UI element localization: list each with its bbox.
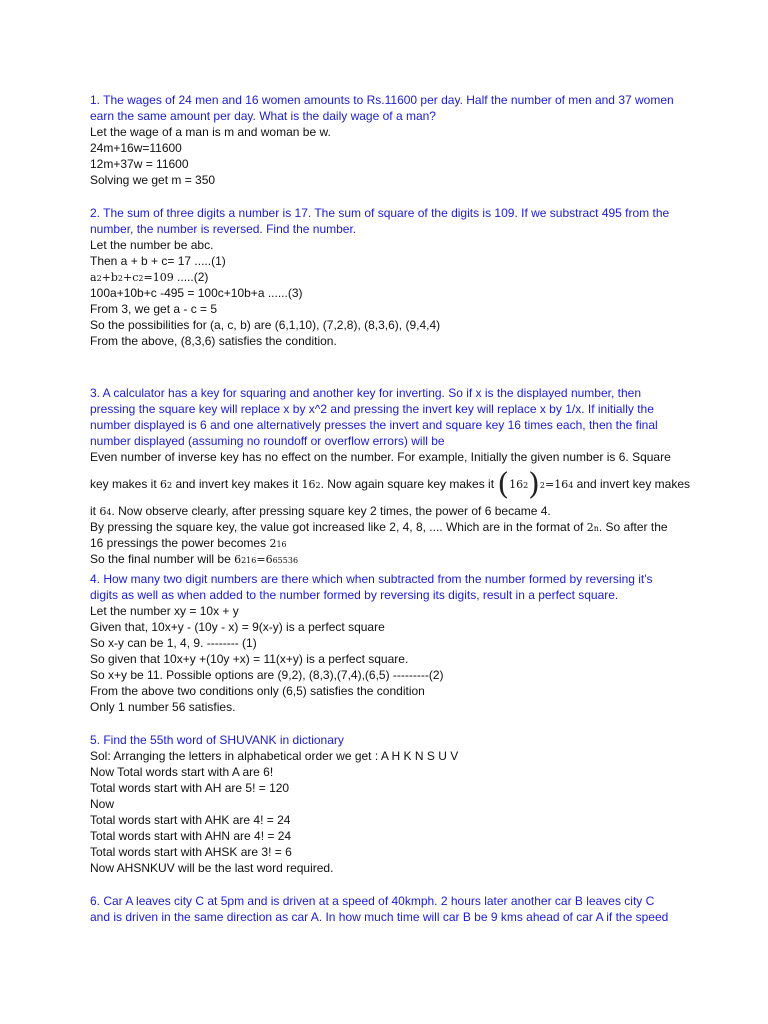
- answer-text: key makes it: [90, 477, 161, 491]
- answer-line: 100a+10b+c -495 = 100c+10b+a ......(3): [90, 286, 303, 300]
- answer-line: Now: [90, 797, 115, 811]
- equation-line: [90, 503, 680, 519]
- question-4: [90, 571, 680, 715]
- math-term: =16: [544, 478, 569, 491]
- answer-line: Total words start with AH are 5! = 120: [90, 781, 290, 795]
- question-line: 6. Car A leaves city C at 5pm and is driven at a speed of 40kmph. 2 hours later another car B leaves city C: [90, 894, 655, 908]
- math-term: a: [90, 271, 97, 284]
- answer-line: Solving we get m = 350: [90, 173, 216, 187]
- answer-line: 12m+37w = 11600: [90, 157, 189, 171]
- equation-line: [90, 551, 680, 567]
- answer-line: Let the number xy = 10x + y: [90, 604, 239, 618]
- exponent: 16: [276, 540, 287, 549]
- question-line: and is driven in the same direction as car A. In how much time will car B be 9 kms ahead of car A if the speed: [90, 910, 669, 924]
- answer-line: Even number of inverse key has no effect on the number. For example, Initially the given number is 6. Square: [90, 450, 671, 464]
- answer-text: it: [90, 504, 100, 518]
- answer-line: From the above two conditions only (6,5) satisfies the condition: [90, 684, 425, 698]
- question-line: 2. The sum of three digits a number is 17. The sum of square of the digits is 109. If we substract 495 from the: [90, 206, 670, 220]
- exponent: 16: [246, 556, 257, 565]
- answer-line: Let the number be abc.: [90, 238, 214, 252]
- answer-line: So x+y be 11. Possible options are (9,2), (8,3),(7,4),(6,5) ---------(2): [90, 668, 444, 682]
- exponent: 2: [315, 481, 321, 490]
- question-1: [90, 92, 680, 188]
- answer-line: Let the wage of a man is m and woman be w.: [90, 125, 331, 139]
- exponent: 2: [117, 274, 124, 283]
- answer-line: So the possibilities for (a, c, b) are (6,1,10), (7,2,8), (8,3,6), (9,4,4): [90, 318, 441, 332]
- exponent: 2: [167, 481, 173, 490]
- answer-line: Total words start with AHSK are 3! = 6: [90, 845, 292, 859]
- question-line: number, the number is reversed. Find the number.: [90, 222, 357, 236]
- question-line: 4. How many two digit numbers are there which when subtracted from the number formed by reversing it's: [90, 572, 653, 586]
- equation-label: .....(2): [173, 270, 209, 284]
- question-line: number displayed is 6 and one alternatively presses the invert and square key 16 times each, then the final: [90, 418, 658, 432]
- math-term: =109: [143, 271, 174, 284]
- answer-line: Now Total words start with A are 6!: [90, 765, 274, 779]
- question-2: [90, 205, 680, 349]
- exponent: 4: [568, 481, 574, 490]
- question-line: 5. Find the 55th word of SHUVANK in dictionary: [90, 733, 344, 747]
- math-term: =6: [256, 553, 273, 566]
- question-line: pressing the square key will replace x by x^2 and pressing the invert key will replace x by 1/x. If initially the: [90, 402, 654, 416]
- answer-text: . So after the: [598, 520, 668, 534]
- answer-line: 24m+16w=11600: [90, 141, 182, 155]
- exponent: n: [593, 524, 599, 533]
- answer-line: Given that, 10x+y - (10y - x) = 9(x-y) is a perfect square: [90, 620, 385, 634]
- math-term: +c: [123, 271, 139, 284]
- answer-text: . Now observe clearly, after pressing square key 2 times, the power of 6 became 4.: [111, 504, 551, 518]
- math-term: +b: [101, 271, 118, 284]
- exponent: 2: [523, 481, 529, 490]
- exponent: 2: [96, 274, 102, 283]
- math-term: 16: [509, 478, 524, 491]
- answer-text: 16 pressings the power becomes: [90, 536, 270, 550]
- equation-line: [90, 465, 691, 503]
- exponent: 4: [106, 508, 112, 517]
- equation-line: [90, 269, 680, 285]
- math-term: 16: [301, 478, 316, 491]
- exponent: 65536: [272, 556, 299, 565]
- answer-text: By pressing the square key, the value got increased like 2, 4, 8, .... Which are in the format of: [90, 520, 587, 534]
- answer-line: Total words start with AHN are 4! = 24: [90, 829, 292, 843]
- answer-line: Only 1 number 56 satisfies.: [90, 700, 236, 714]
- close-paren: ): [528, 466, 540, 502]
- math-term: 6: [99, 505, 107, 518]
- math-term: 2: [586, 521, 594, 534]
- question-line: 3. A calculator has a key for squaring and another key for inverting. So if x is the displayed number, then: [90, 386, 641, 400]
- exponent: 2: [138, 274, 144, 283]
- answer-line: From the above, (8,3,6) satisfies the condition.: [90, 334, 337, 348]
- open-paren: (: [497, 466, 510, 502]
- equation-line: [90, 535, 680, 551]
- answer-line: Sol: Arranging the letters in alphabetical order we get : A H K N S U V: [90, 749, 459, 763]
- question-line: number displayed (assuming no roundoff or overflow errors) will be: [90, 434, 445, 448]
- question-line: digits as well as when added to the number formed by reversing its digits, result in a perfect square.: [90, 588, 619, 602]
- question-line: earn the same amount per day. What is the daily wage of a man?: [90, 109, 436, 123]
- answer-line: Then a + b + c= 17 .....(1): [90, 254, 226, 268]
- answer-text: . Now again square key makes it: [320, 477, 498, 491]
- answer-text: and invert key makes it: [172, 477, 302, 491]
- answer-line: Total words start with AHK are 4! = 24: [90, 813, 291, 827]
- math-term: 6: [160, 478, 168, 491]
- equation-line: [90, 519, 680, 535]
- answer-text: and invert key makes: [573, 477, 691, 491]
- question-line: 1. The wages of 24 men and 16 women amounts to Rs.11600 per day. Half the number of men and 37 women: [90, 93, 674, 107]
- answer-text: So the final number will be: [90, 552, 235, 566]
- question-5: [90, 732, 680, 876]
- math-term: 6: [234, 553, 242, 566]
- math-term: 2: [269, 537, 277, 550]
- answer-line: From 3, we get a - c = 5: [90, 302, 218, 316]
- answer-line: So x-y can be 1, 4, 9. -------- (1): [90, 636, 257, 650]
- question-6: [90, 893, 680, 925]
- exponent: 2: [241, 556, 247, 565]
- exponent: 2: [539, 481, 545, 490]
- answer-line: Now AHSNKUV will be the last word required.: [90, 861, 334, 875]
- question-3: [90, 385, 691, 567]
- answer-line: So given that 10x+y +(10y +x) = 11(x+y) is a perfect square.: [90, 652, 409, 666]
